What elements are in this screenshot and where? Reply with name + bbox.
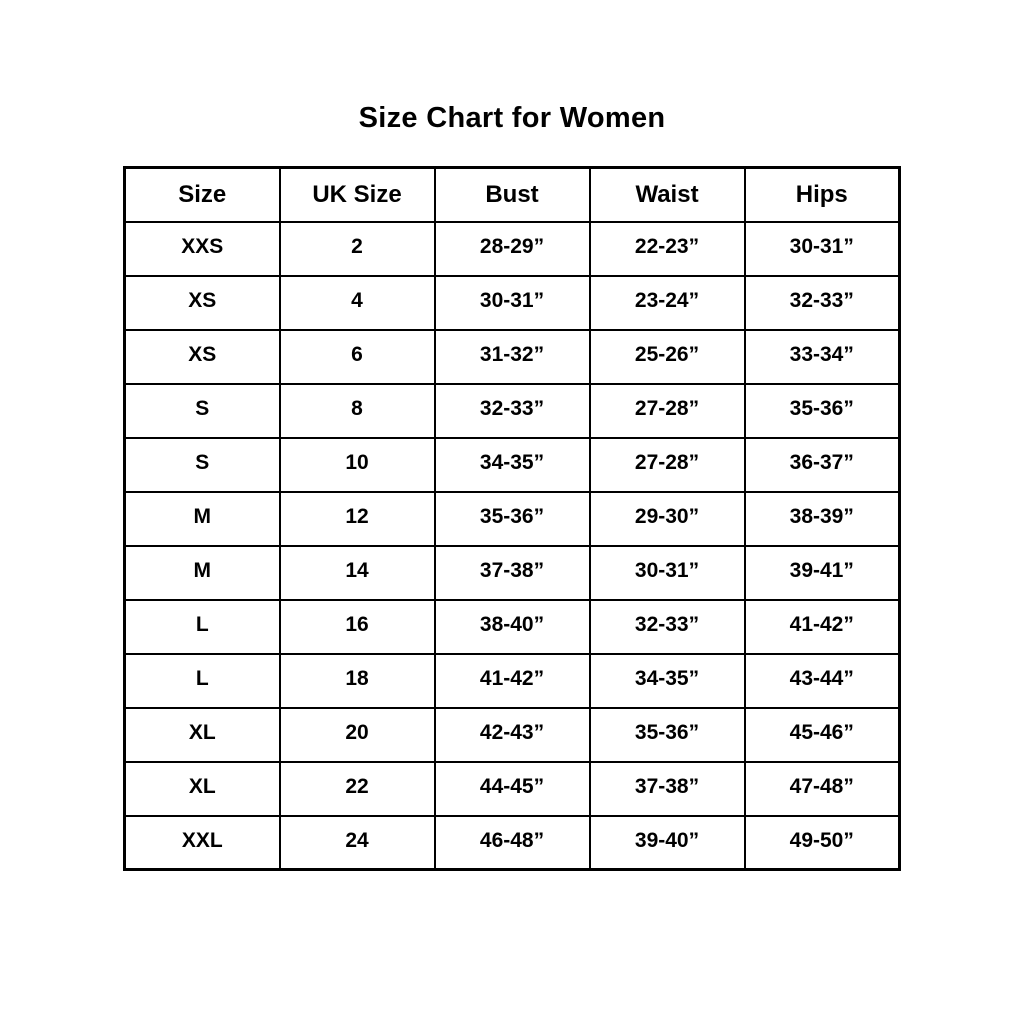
header-cell-hips: Hips bbox=[745, 168, 900, 222]
table-row bbox=[125, 600, 900, 654]
table-cell: 2 bbox=[280, 222, 435, 276]
table-cell: 38-39” bbox=[745, 492, 900, 546]
table-cell: 43-44” bbox=[745, 654, 900, 708]
table-cell: XXS bbox=[125, 222, 280, 276]
table-cell: 30-31” bbox=[435, 276, 590, 330]
table-cell: 4 bbox=[280, 276, 435, 330]
table-cell: 6 bbox=[280, 330, 435, 384]
table-cell: 45-46” bbox=[745, 708, 900, 762]
table-cell: XL bbox=[125, 762, 280, 816]
table-cell: 46-48” bbox=[435, 816, 590, 870]
table-cell: 23-24” bbox=[590, 276, 745, 330]
table-cell: 12 bbox=[280, 492, 435, 546]
table-cell: 24 bbox=[280, 816, 435, 870]
table-body bbox=[125, 222, 900, 870]
table-header bbox=[125, 168, 900, 222]
table-cell: 41-42” bbox=[745, 600, 900, 654]
table-cell: 22-23” bbox=[590, 222, 745, 276]
table-cell: 27-28” bbox=[590, 438, 745, 492]
table-cell: 35-36” bbox=[745, 384, 900, 438]
table-cell: 35-36” bbox=[435, 492, 590, 546]
table-cell: 36-37” bbox=[745, 438, 900, 492]
table-cell: 37-38” bbox=[590, 762, 745, 816]
header-cell-uk-size: UK Size bbox=[280, 168, 435, 222]
table-row bbox=[125, 816, 900, 870]
table-cell: 20 bbox=[280, 708, 435, 762]
table-cell: 49-50” bbox=[745, 816, 900, 870]
table-cell: 31-32” bbox=[435, 330, 590, 384]
table-cell: 18 bbox=[280, 654, 435, 708]
table-cell: XXL bbox=[125, 816, 280, 870]
table-cell: 30-31” bbox=[745, 222, 900, 276]
table-row bbox=[125, 546, 900, 600]
table-row bbox=[125, 492, 900, 546]
table-cell: 38-40” bbox=[435, 600, 590, 654]
table-cell: 22 bbox=[280, 762, 435, 816]
table-cell: M bbox=[125, 546, 280, 600]
table-row bbox=[125, 330, 900, 384]
table-cell: L bbox=[125, 654, 280, 708]
header-cell-size: Size bbox=[125, 168, 280, 222]
table-row bbox=[125, 708, 900, 762]
table-cell: M bbox=[125, 492, 280, 546]
table-cell: 47-48” bbox=[745, 762, 900, 816]
header-row bbox=[125, 168, 900, 222]
table-cell: 34-35” bbox=[590, 654, 745, 708]
table-cell: 35-36” bbox=[590, 708, 745, 762]
size-chart-table bbox=[123, 166, 901, 871]
table-cell: 28-29” bbox=[435, 222, 590, 276]
table-cell: 32-33” bbox=[745, 276, 900, 330]
table-cell: XS bbox=[125, 276, 280, 330]
table-cell: 39-41” bbox=[745, 546, 900, 600]
table-row bbox=[125, 438, 900, 492]
table-cell: 16 bbox=[280, 600, 435, 654]
table-cell: S bbox=[125, 384, 280, 438]
header-cell-bust: Bust bbox=[435, 168, 590, 222]
table-cell: 30-31” bbox=[590, 546, 745, 600]
header-cell-waist: Waist bbox=[590, 168, 745, 222]
table-row bbox=[125, 222, 900, 276]
table-cell: 44-45” bbox=[435, 762, 590, 816]
table-cell: L bbox=[125, 600, 280, 654]
table-cell: XS bbox=[125, 330, 280, 384]
table-cell: 10 bbox=[280, 438, 435, 492]
table-cell: XL bbox=[125, 708, 280, 762]
table-cell: 37-38” bbox=[435, 546, 590, 600]
table-cell: 25-26” bbox=[590, 330, 745, 384]
table-cell: 41-42” bbox=[435, 654, 590, 708]
table-cell: 14 bbox=[280, 546, 435, 600]
table-row bbox=[125, 384, 900, 438]
table-cell: 34-35” bbox=[435, 438, 590, 492]
table-cell: S bbox=[125, 438, 280, 492]
table-row bbox=[125, 276, 900, 330]
table-cell: 32-33” bbox=[435, 384, 590, 438]
table-cell: 29-30” bbox=[590, 492, 745, 546]
table-cell: 32-33” bbox=[590, 600, 745, 654]
page-title: Size Chart for Women bbox=[358, 102, 666, 134]
table-cell: 27-28” bbox=[590, 384, 745, 438]
table-cell: 39-40” bbox=[590, 816, 745, 870]
table-row bbox=[125, 762, 900, 816]
table-cell: 42-43” bbox=[435, 708, 590, 762]
table-cell: 33-34” bbox=[745, 330, 900, 384]
table-row bbox=[125, 654, 900, 708]
table-cell: 8 bbox=[280, 384, 435, 438]
